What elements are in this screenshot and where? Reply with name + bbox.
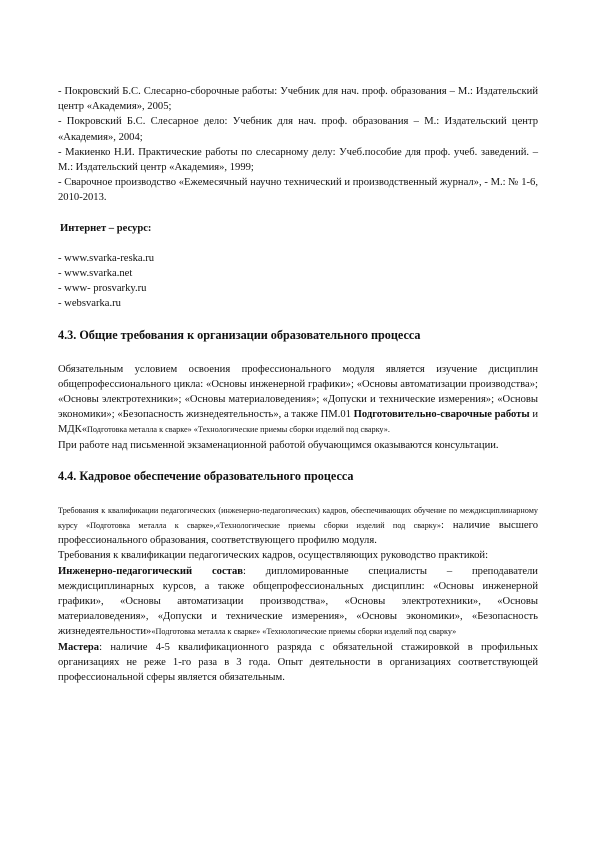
spacer — [58, 206, 538, 221]
section-4-3-title: 4.3. Общие требования к организации образовательного процесса — [58, 327, 421, 342]
s43-paragraph-2: При работе над письменной экзаменационной работой обучающимся оказываются консультации. — [58, 439, 499, 451]
s44-paragraph-4 — [58, 640, 538, 686]
reference-item: - Покровский Б.С. Слесарное дело: Учебник для нач. проф. образования – М.: Издательский центр «Академия», 2004; — [58, 116, 538, 143]
reference-item: - Сварочное производство «Ежемесячный научно технический и производственный журнал», - М.: № 1-6, 2010-2013. — [58, 177, 538, 204]
spacer — [58, 343, 538, 362]
spacer — [58, 312, 538, 327]
s44-p3-lead: Инженерно-педагогический состав — [58, 565, 243, 577]
web-link[interactable]: - www- prosvarky.ru — [58, 283, 147, 295]
web-link[interactable]: - websvarka.ru — [58, 298, 121, 310]
spacer — [58, 236, 538, 251]
web-link[interactable]: - www.svarka.net — [58, 268, 133, 280]
spacer — [58, 453, 538, 468]
s44-paragraph-2: Требования к квалификации педагогических кадров, осуществляющих руководство практикой: — [58, 550, 489, 562]
s43-p1-bold: Подготовительно-сварочные работы — [353, 409, 530, 421]
s44-p4-text: : наличие 4-5 квалификационного разряда с обязательной стажировкой в профильных организациях не реже 1-го раза в 3 года. Опыт деятельности в организациях соответствующей профессиональной сферы является обязательным. — [58, 641, 538, 684]
section-4-4-title: 4.4. Кадровое обеспечение образовательного процесса — [58, 468, 354, 483]
reference-item: - Макиенко Н.И. Практические работы по слесарному делу: Учеб.пособие для проф. учеб. заведений. – М.: Издательский центр «Академия», 1999; — [58, 146, 538, 174]
s44-paragraph-3 — [58, 564, 538, 640]
s43-p1-text-a: Обязательным условием освоения профессионального модуля является изучение дисциплин общепрофессионального цикла: «Основы инженерной графики»; «Основы автоматизации производства»; «Основы электротехники»; «Основы материаловедения»; «Допуски и технические измерения»; «Основы экономики»; «Безопасность жизнедеятельность», а также ПМ.01 — [58, 363, 538, 421]
reference-item: - Покровский Б.С. Слесарно-сборочные работы: Учебник для нач. проф. образования – М.: Издательский центр «Академия», 2005; — [58, 86, 538, 113]
web-link[interactable]: - www.svarka-reska.ru — [58, 252, 155, 264]
s44-p1-small: Требования к квалификации педагогических (инженерно-педагогических) кадров, обеспечивающих обучение по междисциплинарному курсу «Подготовка металла к сварке»,«Технологические приемы сборки изделий под сварку» — [58, 505, 538, 531]
document-page — [58, 84, 538, 685]
s43-p1-text-c: и МДК« — [58, 409, 538, 436]
s44-p1-text: : наличие высшего профессионального образования, соответствующего профилю модуля. — [58, 520, 538, 547]
spacer — [58, 484, 538, 503]
internet-heading: Интернет – ресурс: — [60, 222, 152, 234]
s43-paragraph-1 — [58, 362, 538, 438]
s44-p4-lead: Мастера — [58, 641, 100, 653]
s43-p1-small: Подготовка металла к сварке» «Технологические приемы сборки изделий под сварку». — [87, 425, 390, 435]
s44-p3-small: «Подготовка металла к сварке» «Технологические приемы сборки изделий под сварку» — [151, 627, 457, 637]
s44-paragraph-1 — [58, 503, 538, 549]
s44-p3-text: : дипломированные специалисты – преподаватели междисциплинарных курсов, а также общепрофессиональных дисциплин: «Основы инженерной графики», «Основы автоматизации производства», «Основы электротехники», «Основы материаловедения», «Допуски и технические измерения», «Основы экономики», «Безопасность жизнедеятельности» — [58, 565, 538, 638]
